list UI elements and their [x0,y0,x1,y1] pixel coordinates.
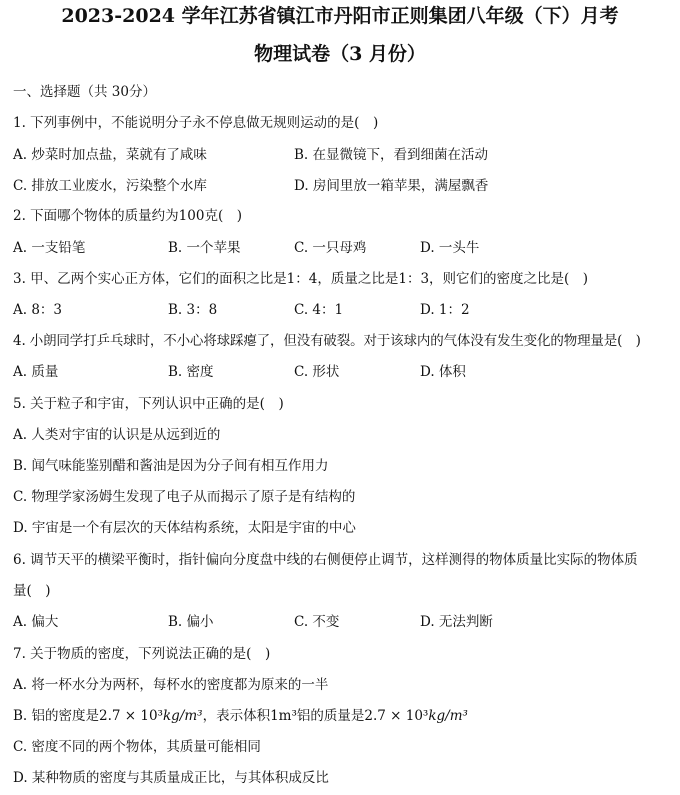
question-3-option-a: A. 8：3 [13,302,63,318]
question-4-options [13,362,673,382]
question-7-option-a: A. 将一杯水分为两杯，每杯水的密度都为原来的一半 [13,677,329,693]
question-1-option-b: B. 在显微镜下，看到细菌在活动 [294,147,489,163]
question-7-stem: 7. 关于物质的密度，下列说法正确的是( ) [13,646,271,662]
question-4-stem: 4. 小朗同学打乒乓球时，不小心将球踩瘪了，但没有破裂。对于该球内的气体没有发生变化的物理量是( ) [13,333,641,349]
question-7-option-d: D. 某种物质的密度与其质量成正比，与其体积成反比 [13,770,329,786]
section-heading: 一、选择题（共 30分） [13,84,156,100]
question-3-options [13,300,673,320]
question-1-options-row2 [13,176,673,196]
question-3-option-b: B. 3：8 [168,302,218,318]
question-2-options [13,238,673,258]
question-6-option-b: B. 偏小 [168,614,214,630]
question-1-option-c: C. 排放工业废水，污染整个水库 [13,178,207,194]
exam-title-line1: 2023-2024 学年江苏省镇江市丹阳市正则集团八年级（下）月考 [61,5,619,27]
question-6-options [13,612,673,632]
question-7-option-b-middle2: 铝的质量是 [296,708,365,724]
question-2-option-b: B. 一个苹果 [168,240,241,256]
question-2-stem: 2. 下面哪个物体的质量约为100克( ) [13,208,242,224]
question-7-option-b-density2: 2.7 × 10³ [364,708,429,724]
question-7-option-b-middle: ，表示体积 [202,708,271,724]
question-7-option-b-volume: 1m³ [270,708,297,724]
question-6-stem-line1: 6. 调节天平的横梁平衡时，指针偏向分度盘中线的右侧便停止调节，这样测得的物体质量比实际的物体质 [13,552,638,568]
question-7-option-b-unit2: kg/m³ [428,708,468,724]
question-3-option-d: D. 1：2 [420,302,470,318]
question-1-option-d: D. 房间里放一箱苹果，满屋飘香 [294,178,489,194]
question-4-option-a: A. 质量 [13,364,59,380]
question-3-option-c: C. 4：1 [294,302,344,318]
question-3-stem: 3. 甲、乙两个实心正方体，它们的面积之比是1：4，质量之比是1：3，则它们的密度之比是( ) [13,271,589,287]
exam-title-line2: 物理试卷（3 月份） [254,43,426,65]
question-2-option-d: D. 一头牛 [420,240,480,256]
question-1-option-a: A. 炒菜时加点盐，菜就有了咸味 [13,147,207,163]
question-7-option-b [13,706,468,726]
question-1-stem: 1. 下列事例中，不能说明分子永不停息做无规则运动的是( ) [13,115,379,131]
question-4-option-b: B. 密度 [168,364,214,380]
question-1-options [13,145,673,165]
question-6-option-c: C. 不变 [294,614,340,630]
question-5-option-d: D. 宇宙是一个有层次的天体结构系统，太阳是宇宙的中心 [13,520,356,536]
question-4-option-d: D. 体积 [420,364,466,380]
question-7-option-b-unit1: kg/m³ [162,708,203,724]
question-5-stem: 5. 关于粒子和宇宙，下列认识中正确的是( ) [13,396,284,412]
question-4-option-c: C. 形状 [294,364,340,380]
question-5-option-b: B. 闻气味能鉴别醋和酱油是因为分子间有相互作用力 [13,458,329,474]
question-5-option-a: A. 人类对宇宙的认识是从远到近的 [13,427,221,443]
question-7-option-b-density1: 2.7 × 10³ [99,708,163,724]
question-2-option-c: C. 一只母鸡 [294,240,367,256]
question-6-option-a: A. 偏大 [13,614,59,630]
question-2-option-a: A. 一支铅笔 [13,240,86,256]
question-7-option-c: C. 密度不同的两个物体，其质量可能相同 [13,739,261,755]
question-6-option-d: D. 无法判断 [420,614,493,630]
question-7-option-b-prefix: B. 铝的密度是 [13,708,100,724]
question-6-stem-line2: 量( ) [13,583,51,599]
question-5-option-c: C. 物理学家汤姆生发现了电子从而揭示了原子是有结构的 [13,489,356,505]
